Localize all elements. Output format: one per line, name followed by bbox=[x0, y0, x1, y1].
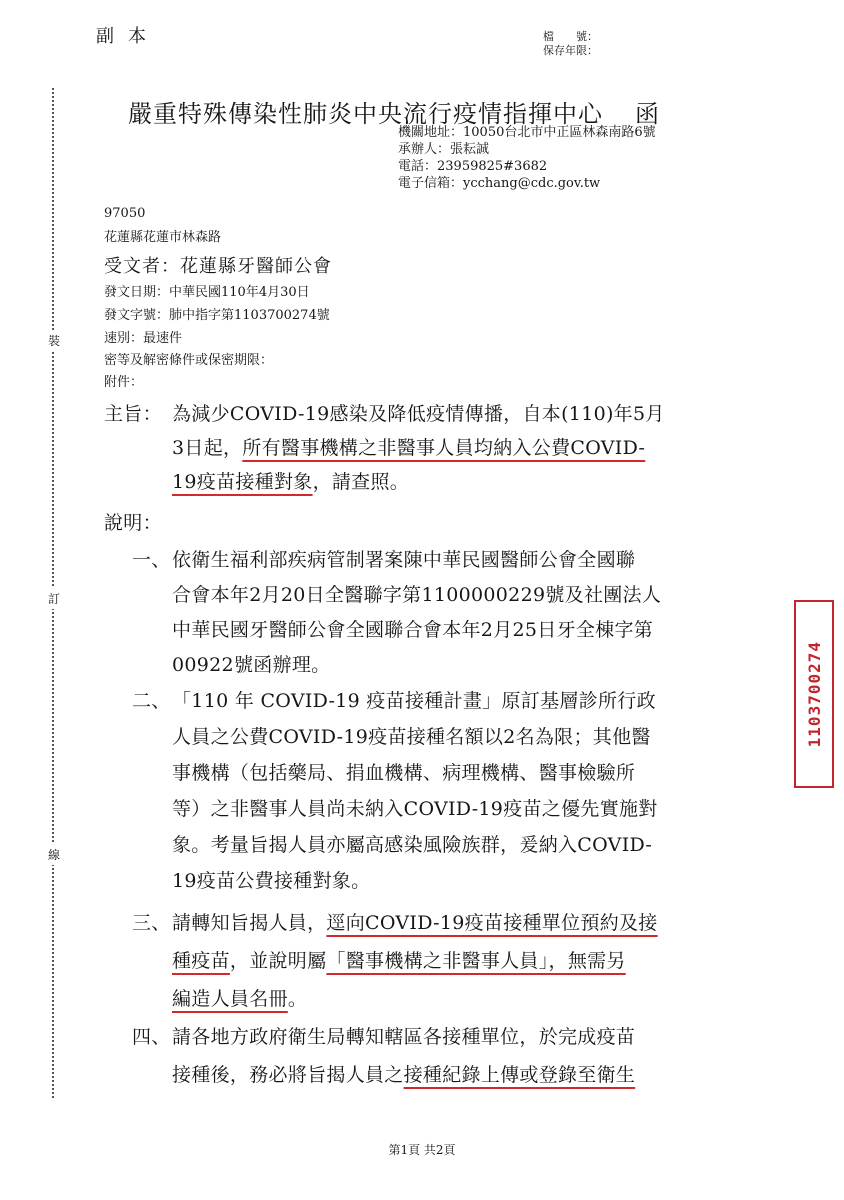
item-1-number: 一、 bbox=[132, 549, 171, 571]
item-4-line-2 bbox=[172, 1060, 635, 1087]
reference-number: 發文字號：肺中指字第1103700274號 bbox=[104, 308, 330, 323]
agency-address: 機關地址：10050台北市中正區林森南路6號 bbox=[398, 125, 656, 140]
speed-class: 速別：最速件 bbox=[104, 331, 183, 346]
item-3-text: 請轉知旨揭人員， bbox=[172, 912, 327, 934]
item-3-number: 三、 bbox=[132, 912, 171, 934]
item-1-line: 依衛生福利部疾病管制署案陳中華民國醫師公會全國聯 bbox=[172, 549, 636, 571]
subject-line-3 bbox=[172, 467, 409, 494]
binding-mark-xian: 線 bbox=[48, 844, 60, 865]
page-number: 第1頁 共2頁 bbox=[388, 1143, 456, 1157]
item-3-text: ，並說明屬 bbox=[229, 950, 327, 972]
item-4-line-1: 請各地方政府衛生局轉知轄區各接種單位，於完成疫苗 bbox=[172, 1026, 636, 1048]
receipt-stamp bbox=[794, 600, 834, 788]
item-4-text: 接種後，務必將旨揭人員之 bbox=[172, 1064, 404, 1086]
stamp-number: 1103700274 bbox=[804, 640, 824, 748]
attachment: 附件： bbox=[104, 375, 144, 390]
contact-block bbox=[398, 124, 656, 192]
item-2-line: 19疫苗公費接種對象。 bbox=[172, 870, 371, 892]
item-2-line: 事機構（包括藥局、捐血機構、病理機構、醫事檢驗所 bbox=[172, 762, 636, 784]
phone: 電話：23959825#3682 bbox=[398, 159, 548, 174]
item-2-line: 人員之公費COVID-19疫苗接種名額以2名為限；其他醫 bbox=[172, 726, 651, 748]
email: 電子信箱：ycchang@cdc.gov.tw bbox=[398, 176, 601, 191]
postal-code: 97050 bbox=[104, 206, 146, 221]
item-1-line: 中華民國牙醫師公會全國聯合會本年2月25日牙全棟字第 bbox=[172, 619, 654, 641]
item-3-line-1 bbox=[172, 908, 658, 935]
item-3-line-3 bbox=[172, 984, 307, 1011]
item-2-line: 等）之非醫事人員尚未納入COVID-19疫苗之優先實施對 bbox=[172, 798, 658, 820]
subject-highlight-1: 所有醫事機構之非醫事人員均納入公費COVID- bbox=[242, 437, 646, 459]
copy-label: 副本 bbox=[96, 26, 160, 47]
item-3-text: 。 bbox=[287, 988, 308, 1010]
subject-line-3-end: ，請查照。 bbox=[312, 471, 410, 493]
binding-mark-ding: 訂 bbox=[48, 588, 60, 609]
subject-line-1: 為減少COVID-19感染及降低疫情傳播，自本(110)年5月 bbox=[172, 403, 665, 425]
item-4-number: 四、 bbox=[132, 1026, 171, 1048]
archive-number-label: 檔 號： bbox=[543, 30, 598, 43]
item-2-line: 「110 年 COVID-19 疫苗接種計畫」原訂基層診所行政 bbox=[172, 690, 656, 712]
binding-mark-zhuang: 裝 bbox=[48, 330, 60, 351]
item-3-highlight: 「醫事機構之非醫事人員」，無需另 bbox=[326, 950, 626, 972]
recipient: 受文者：花蓮縣牙醫師公會 bbox=[104, 256, 332, 277]
issue-date: 發文日期：中華民國110年4月30日 bbox=[104, 285, 310, 300]
item-3-highlight: 種疫苗 bbox=[172, 950, 230, 972]
item-3-line-2 bbox=[172, 946, 626, 973]
subject-label: 主旨： bbox=[104, 403, 162, 425]
document-type: 函 bbox=[635, 100, 660, 128]
retention-period-label: 保存年限： bbox=[543, 44, 598, 57]
item-1-line: 00922號函辦理。 bbox=[172, 654, 331, 676]
archive-info bbox=[543, 30, 598, 58]
item-1-line: 合會本年2月20日全醫聯字第1100000229號及社團法人 bbox=[172, 584, 662, 606]
agency-name: 嚴重特殊傳染性肺炎中央流行疫情指揮中心 bbox=[128, 100, 603, 128]
handler: 承辦人：張耘誠 bbox=[398, 142, 490, 157]
explanation-label: 說明： bbox=[104, 512, 162, 534]
subject-line-2-start: 3日起， bbox=[172, 437, 243, 459]
item-3-highlight: 編造人員名冊 bbox=[172, 988, 288, 1010]
subject-line-2 bbox=[172, 433, 645, 460]
item-2-number: 二、 bbox=[132, 690, 171, 712]
recipient-address: 花蓮縣花蓮市林森路 bbox=[104, 230, 222, 245]
item-2-line: 象。考量旨揭人員亦屬高感染風險族群，爰納入COVID- bbox=[172, 834, 653, 856]
subject-highlight-2: 19疫苗接種對象 bbox=[172, 471, 313, 493]
item-3-highlight: 逕向COVID-19疫苗接種單位預約及接 bbox=[326, 912, 658, 934]
item-4-highlight: 接種紀錄上傳或登錄至衛生 bbox=[403, 1064, 636, 1086]
security-level: 密等及解密條件或保密期限： bbox=[104, 353, 274, 368]
